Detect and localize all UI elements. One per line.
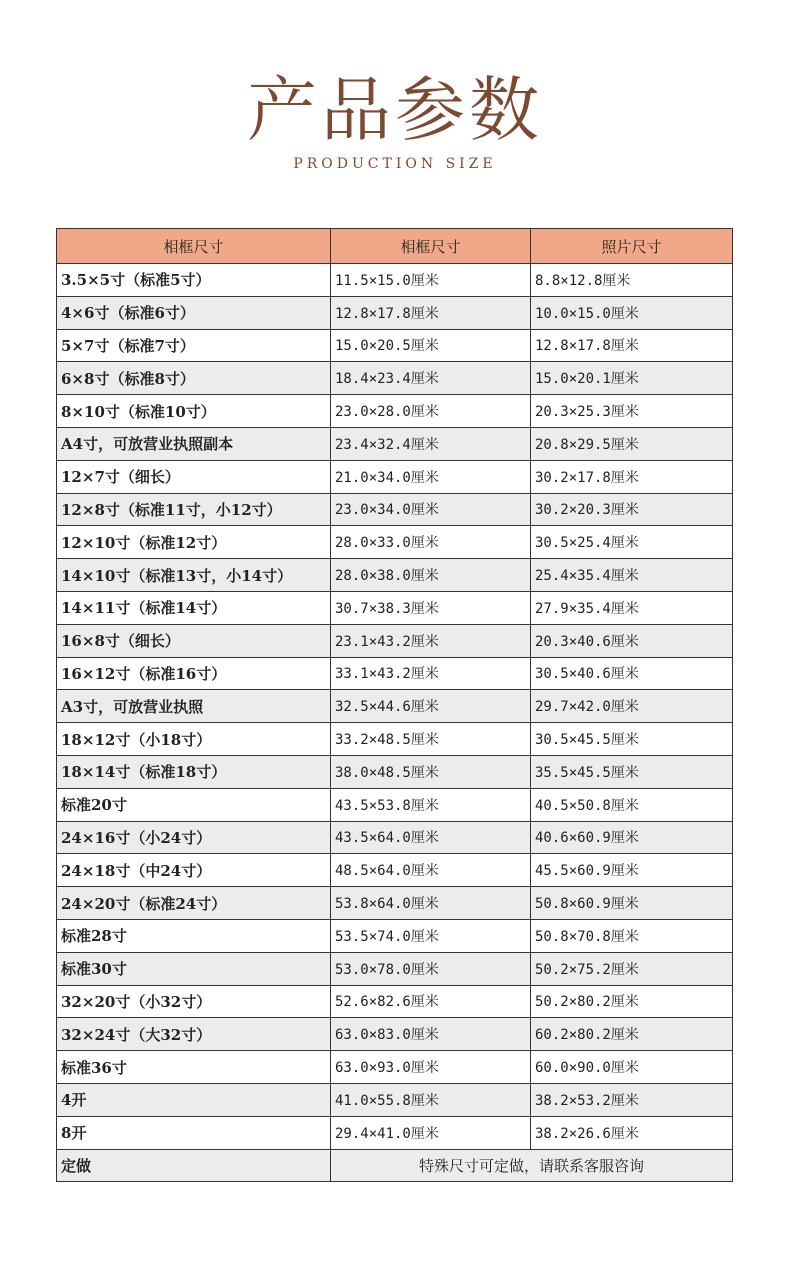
frame-dimensions-cell: 48.5×64.0厘米 [331, 854, 531, 887]
frame-dimensions-cell: 32.5×44.6厘米 [331, 690, 531, 723]
frame-size-cell: 6×8寸（标准8寸） [57, 362, 331, 395]
column-header-photo-size: 照片尺寸 [531, 229, 733, 264]
photo-size-cell: 27.9×35.4厘米 [531, 591, 733, 624]
photo-size-cell: 25.4×35.4厘米 [531, 559, 733, 592]
table-row [57, 362, 733, 395]
photo-size-cell: 30.2×17.8厘米 [531, 460, 733, 493]
custom-order-label: 定做 [57, 1149, 331, 1182]
frame-dimensions-cell: 33.2×48.5厘米 [331, 723, 531, 756]
frame-dimensions-cell: 23.4×32.4厘米 [331, 427, 531, 460]
page-title: 产品参数 [247, 69, 543, 151]
table-row [57, 264, 733, 297]
table-row [57, 493, 733, 526]
frame-size-cell: 12×7寸（细长） [57, 460, 331, 493]
table-row [57, 723, 733, 756]
photo-size-cell: 30.5×25.4厘米 [531, 526, 733, 559]
photo-size-cell: 38.2×26.6厘米 [531, 1116, 733, 1149]
frame-dimensions-cell: 30.7×38.3厘米 [331, 591, 531, 624]
frame-size-cell: 4×6寸（标准6寸） [57, 296, 331, 329]
photo-size-cell: 60.2×80.2厘米 [531, 1018, 733, 1051]
photo-size-cell: 12.8×17.8厘米 [531, 329, 733, 362]
custom-order-note: 特殊尺寸可定做，请联系客服咨询 [331, 1149, 733, 1182]
frame-size-cell: 16×8寸（细长） [57, 624, 331, 657]
table-row [57, 755, 733, 788]
frame-size-cell: 14×11寸（标准14寸） [57, 591, 331, 624]
frame-dimensions-cell: 23.0×28.0厘米 [331, 395, 531, 428]
table-row [57, 1116, 733, 1149]
table-row [57, 821, 733, 854]
frame-size-cell: 32×24寸（大32寸） [57, 1018, 331, 1051]
size-table [56, 228, 733, 1182]
frame-dimensions-cell: 53.5×74.0厘米 [331, 919, 531, 952]
photo-size-cell: 50.8×60.9厘米 [531, 887, 733, 920]
photo-size-cell: 29.7×42.0厘米 [531, 690, 733, 723]
photo-size-cell: 38.2×53.2厘米 [531, 1083, 733, 1116]
frame-size-cell: 12×10寸（标准12寸） [57, 526, 331, 559]
photo-size-cell: 30.5×45.5厘米 [531, 723, 733, 756]
frame-dimensions-cell: 21.0×34.0厘米 [331, 460, 531, 493]
table-row [57, 1083, 733, 1116]
table-row [57, 526, 733, 559]
frame-dimensions-cell: 23.1×43.2厘米 [331, 624, 531, 657]
frame-size-cell: 8开 [57, 1116, 331, 1149]
frame-dimensions-cell: 53.0×78.0厘米 [331, 952, 531, 985]
frame-dimensions-cell: 63.0×93.0厘米 [331, 1051, 531, 1084]
frame-size-cell: 32×20寸（小32寸） [57, 985, 331, 1018]
table-row [57, 854, 733, 887]
frame-size-cell: 标准20寸 [57, 788, 331, 821]
frame-dimensions-cell: 63.0×83.0厘米 [331, 1018, 531, 1051]
table-row [57, 1051, 733, 1084]
photo-size-cell: 10.0×15.0厘米 [531, 296, 733, 329]
frame-dimensions-cell: 23.0×34.0厘米 [331, 493, 531, 526]
table-row [57, 460, 733, 493]
frame-dimensions-cell: 15.0×20.5厘米 [331, 329, 531, 362]
photo-size-cell: 60.0×90.0厘米 [531, 1051, 733, 1084]
frame-size-cell: 标准30寸 [57, 952, 331, 985]
frame-dimensions-cell: 12.8×17.8厘米 [331, 296, 531, 329]
frame-size-cell: 18×14寸（标准18寸） [57, 755, 331, 788]
table-row [57, 559, 733, 592]
table-row [57, 952, 733, 985]
table-row [57, 591, 733, 624]
column-header-frame-size: 相框尺寸 [57, 229, 331, 264]
frame-dimensions-cell: 18.4×23.4厘米 [331, 362, 531, 395]
frame-dimensions-cell: 41.0×55.8厘米 [331, 1083, 531, 1116]
table-row [57, 395, 733, 428]
frame-size-cell: 24×18寸（中24寸） [57, 854, 331, 887]
frame-dimensions-cell: 52.6×82.6厘米 [331, 985, 531, 1018]
photo-size-cell: 40.5×50.8厘米 [531, 788, 733, 821]
frame-size-cell: 16×12寸（标准16寸） [57, 657, 331, 690]
frame-dimensions-cell: 11.5×15.0厘米 [331, 264, 531, 297]
photo-size-cell: 20.3×25.3厘米 [531, 395, 733, 428]
frame-size-cell: 8×10寸（标准10寸） [57, 395, 331, 428]
photo-size-cell: 50.2×80.2厘米 [531, 985, 733, 1018]
table-row [57, 887, 733, 920]
frame-size-cell: 标准28寸 [57, 919, 331, 952]
table-row [57, 985, 733, 1018]
table-row [57, 427, 733, 460]
photo-size-cell: 15.0×20.1厘米 [531, 362, 733, 395]
table-row [57, 1018, 733, 1051]
photo-size-cell: 30.2×20.3厘米 [531, 493, 733, 526]
table-row [57, 329, 733, 362]
frame-dimensions-cell: 28.0×33.0厘米 [331, 526, 531, 559]
frame-size-cell: A4寸，可放营业执照副本 [57, 427, 331, 460]
frame-size-cell: 24×20寸（标准24寸） [57, 887, 331, 920]
frame-dimensions-cell: 28.0×38.0厘米 [331, 559, 531, 592]
frame-dimensions-cell: 43.5×64.0厘米 [331, 821, 531, 854]
frame-size-cell: 18×12寸（小18寸） [57, 723, 331, 756]
frame-size-cell: 5×7寸（标准7寸） [57, 329, 331, 362]
table-row [57, 624, 733, 657]
photo-size-cell: 45.5×60.9厘米 [531, 854, 733, 887]
frame-dimensions-cell: 38.0×48.5厘米 [331, 755, 531, 788]
frame-size-cell: A3寸，可放营业执照 [57, 690, 331, 723]
table-row [57, 788, 733, 821]
table-row [57, 690, 733, 723]
frame-dimensions-cell: 29.4×41.0厘米 [331, 1116, 531, 1149]
frame-size-cell: 4开 [57, 1083, 331, 1116]
frame-dimensions-cell: 33.1×43.2厘米 [331, 657, 531, 690]
photo-size-cell: 30.5×40.6厘米 [531, 657, 733, 690]
table-row [57, 657, 733, 690]
photo-size-cell: 40.6×60.9厘米 [531, 821, 733, 854]
frame-size-cell: 12×8寸（标准11寸，小12寸） [57, 493, 331, 526]
frame-size-cell: 3.5×5寸（标准5寸） [57, 264, 331, 297]
table-body [57, 264, 733, 1182]
photo-size-cell: 8.8×12.8厘米 [531, 264, 733, 297]
frame-size-cell: 14×10寸（标准13寸，小14寸） [57, 559, 331, 592]
page-subtitle: PRODUCTION SIZE [293, 156, 497, 172]
frame-dimensions-cell: 43.5×53.8厘米 [331, 788, 531, 821]
photo-size-cell: 50.8×70.8厘米 [531, 919, 733, 952]
table-header-row [57, 229, 733, 264]
custom-order-row [57, 1149, 733, 1182]
frame-size-cell: 标准36寸 [57, 1051, 331, 1084]
photo-size-cell: 35.5×45.5厘米 [531, 755, 733, 788]
frame-dimensions-cell: 53.8×64.0厘米 [331, 887, 531, 920]
photo-size-cell: 20.3×40.6厘米 [531, 624, 733, 657]
photo-size-cell: 50.2×75.2厘米 [531, 952, 733, 985]
table-row [57, 919, 733, 952]
table-row [57, 296, 733, 329]
frame-size-cell: 24×16寸（小24寸） [57, 821, 331, 854]
photo-size-cell: 20.8×29.5厘米 [531, 427, 733, 460]
column-header-frame-dimensions: 相框尺寸 [331, 229, 531, 264]
